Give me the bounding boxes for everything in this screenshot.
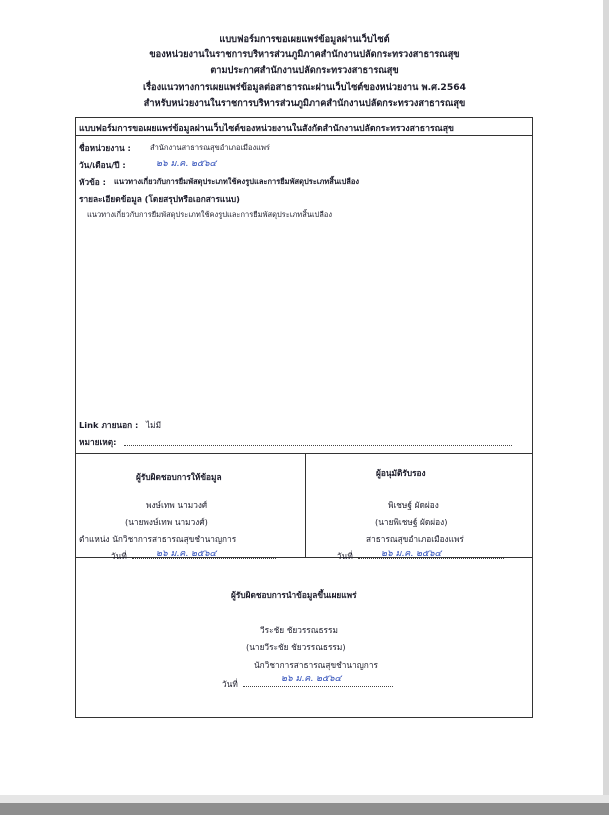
page-shade-bottom xyxy=(0,795,609,803)
publisher-date-value: ๒๖ ม.ค. ๒๕๖๔ xyxy=(281,674,342,684)
approver-name: (นายพิเชษฐ์ ผัดผ่อง) xyxy=(375,517,448,527)
date-value: ๒๖ ม.ค. ๒๕๖๔ xyxy=(156,159,217,169)
detail-label: รายละเอียดข้อมูล (โดยสรุปหรือเอกสารแนบ) xyxy=(79,194,240,204)
page-edge-bottom xyxy=(0,803,609,815)
approver-date-label: วันที่ xyxy=(337,551,353,561)
note-dotted-line xyxy=(124,445,512,446)
form-title: แบบฟอร์มการขอเผยแพร่ข้อมูลผ่านเว็บไซต์ของหน่วยงานในสังกัดสำนักงานปลัดกระทรวงสาธารณสุข xyxy=(79,124,454,134)
agency-label: ชื่อหน่วยงาน : xyxy=(79,143,131,153)
responsible-date-label: วันที่ xyxy=(111,551,127,561)
note-label: หมายเหตุ: xyxy=(79,437,117,447)
page-edge-right xyxy=(603,0,609,815)
signature-section-top-line xyxy=(76,453,532,454)
signature-column-divider xyxy=(305,453,306,557)
header-line-4: เรื่องแนวทางการเผยแพร่ข้อมูลต่อสาธารณะผ่านเว็บไซต์ของหน่วยงาน พ.ศ.2564 xyxy=(142,82,467,93)
form-frame xyxy=(75,117,533,718)
date-label: วัน/เดือน/ปี : xyxy=(79,160,126,170)
publisher-signature: วีระชัย ชัยวรรณธรรม xyxy=(260,625,338,635)
publisher-heading: ผู้รับผิดชอบการนำข้อมูลขึ้นเผยแพร่ xyxy=(231,590,357,600)
responsible-heading: ผู้รับผิดชอบการให้ข้อมูล xyxy=(136,472,222,482)
approver-heading: ผู้อนุมัติรับรอง xyxy=(376,468,426,478)
topic-label: หัวข้อ : xyxy=(79,177,106,187)
agency-value: สำนักงานสาธารณสุขอำเภอเมืองแพร่ xyxy=(150,143,270,152)
responsible-signature: พงษ์เทพ นามวงศ์ xyxy=(146,500,208,510)
link-value: ไม่มี xyxy=(146,420,162,430)
responsible-position: ตำแหน่ง นักวิชาการสาธารณสุขชำนาญการ xyxy=(79,534,237,544)
header-line-1: แบบฟอร์มการขอเผยแพร่ข้อมูลผ่านเว็บไซต์ xyxy=(219,34,390,45)
approver-date-value: ๒๖ ม.ค. ๒๕๖๔ xyxy=(381,549,442,559)
topic-value: แนวทางเกี่ยวกับการยืมพัสดุประเภทใช้คงรูปและการยืมพัสดุประเภทสิ้นเปลือง xyxy=(114,177,360,186)
form-title-bar xyxy=(76,118,532,136)
header-line-2: ของหน่วยงานในราชการบริหารส่วนภูมิภาคสำนักงานปลัดกระทรวงสาธารณสุข xyxy=(149,49,460,60)
publisher-date-dotted-line xyxy=(243,686,393,687)
approver-position: สาธารณสุขอำเภอเมืองแพร่ xyxy=(366,534,464,544)
publisher-position: นักวิชาการสาธารณสุขชำนาญการ xyxy=(254,660,378,670)
header-line-3: ตามประกาศสำนักงานปลัดกระทรวงสาธารณสุข xyxy=(210,65,399,76)
detail-value: แนวทางเกี่ยวกับการยืมพัสดุประเภทใช้คงรูปและการยืมพัสดุประเภทสิ้นเปลือง xyxy=(87,210,333,219)
publisher-name: (นายวีระชัย ชัยวรรณธรรม) xyxy=(246,642,346,652)
responsible-date-value: ๒๖ ม.ค. ๒๕๖๔ xyxy=(156,549,217,559)
responsible-name: (นายพงษ์เทพ นามวงศ์) xyxy=(125,517,208,527)
link-label: Link ภายนอก : xyxy=(79,420,139,430)
approver-signature: พิเชษฐ์ ผัดผ่อง xyxy=(388,500,439,510)
publisher-date-label: วันที่ xyxy=(222,679,238,689)
header-line-5: สำหรับหน่วยงานในราชการบริหารส่วนภูมิภาคสำนักงานปลัดกระทรวงสาธารณสุข xyxy=(143,98,466,109)
